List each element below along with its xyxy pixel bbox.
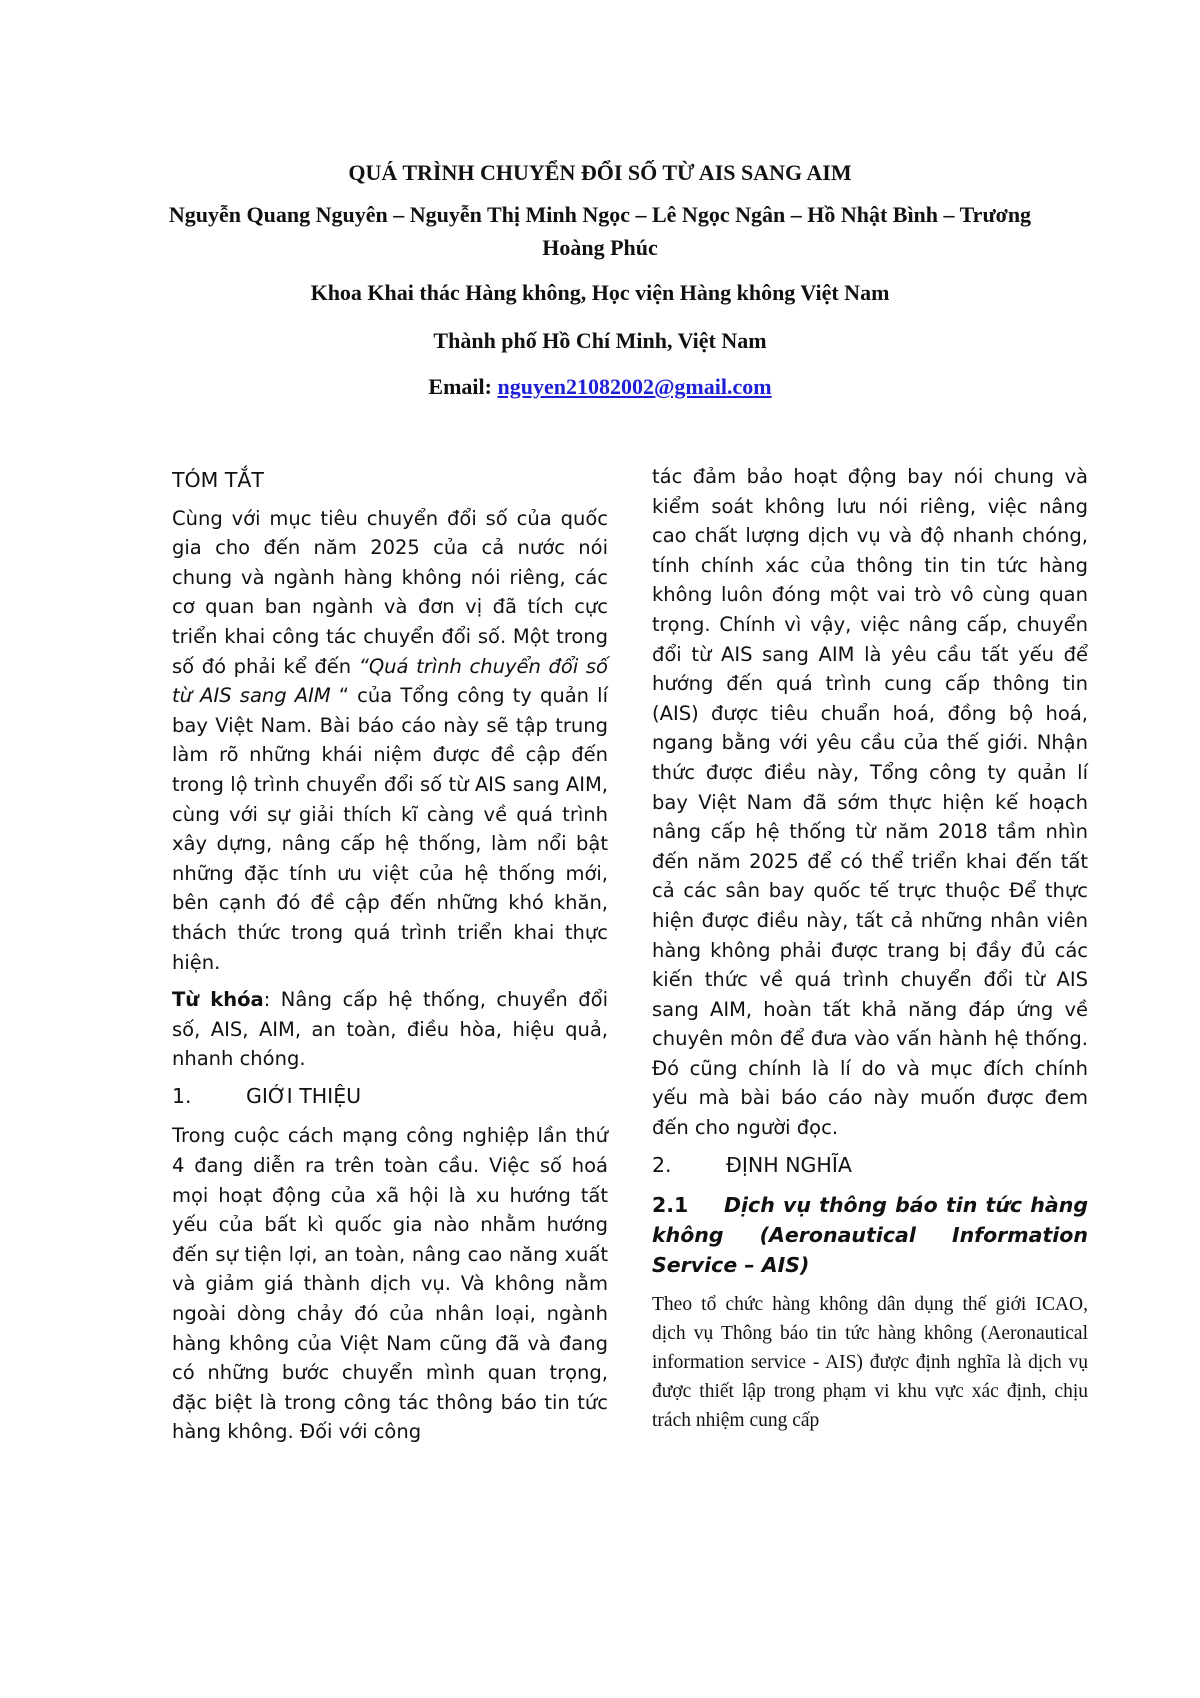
keywords-paragraph (172, 985, 608, 1074)
affiliation-city: Thành phố Hồ Chí Minh, Việt Nam (433, 328, 767, 353)
email-separator: : (484, 374, 498, 399)
section-1-heading (172, 1082, 608, 1112)
subsection-2-1-number: 2.1 (652, 1193, 689, 1218)
right-column (652, 462, 1088, 1443)
section-1-number: 1. (172, 1083, 192, 1108)
abstract-quoted-title: “Quá trình chuyển đổi số từ AIS sang AIM (172, 654, 608, 708)
email-label: Email (428, 374, 485, 399)
paper-header (0, 140, 1200, 402)
email-line (0, 372, 1200, 402)
paper-title: QUÁ TRÌNH CHUYỂN ĐỔI SỐ TỪ AIS SANG AIM (348, 160, 852, 185)
section-2-number: 2. (652, 1152, 672, 1177)
subsection-2-1-title: Dịch vụ thông báo tin tức hàng không (Aeronautical Information Service – AIS) (652, 1193, 1088, 1278)
keywords-label: Từ khóa (172, 988, 264, 1012)
author-list: Nguyễn Quang Nguyên – Nguyễn Thị Minh Ngọc – Lê Ngọc Ngân – Hồ Nhật Bình – Trương Hoàng Phúc (168, 202, 1032, 260)
section-2-title: ĐỊNH NGHĨA (726, 1152, 852, 1177)
section-1-paragraph: Trong cuộc cách mạng công nghiệp lần thứ 4 đang diễn ra trên toàn cầu. Việc số hoá mọi hoạt động của xã hội là xu hướng tất yếu của bất kì quốc gia nào nhằm hướng đến sự tiện lợi, an toàn, nâng cao năng xuất và giảm giá thành dịch vụ. Và không nằm ngoài dòng chảy đó của nhân loại, ngành hàng không của Việt Nam cũng đã và đang có những bước chuyển mình quan trọng, đặc biệt là trong công tác thông báo tin tức hàng không. Đối với công (172, 1124, 608, 1444)
section-2-paragraph: Theo tổ chức hàng không dân dụng thế giới ICAO, dịch vụ Thông báo tin tức hàng không (Aeronautical information service - AIS) được định nghĩa là dịch vụ được thiết lập trong phạm vi khu vực xác định, chịu trách nhiệm cung cấp (652, 1294, 1088, 1432)
abstract-heading: TÓM TẮT (172, 468, 264, 492)
email-link[interactable]: nguyen21082002@gmail.com (497, 374, 772, 399)
keywords-text: : Nâng cấp hệ thống, chuyển đổi số, AIS, AIM, an toàn, điều hòa, hiệu quả, nhanh chóng. (172, 988, 608, 1071)
abstract-text-end: “ của Tổng công ty quản lí bay Việt Nam. Bài báo cáo này sẽ tập trung làm rõ những khái niệm được đề cập đến trong lộ trình chuyển đổi số từ AIS sang AIM, cùng với sự giải thích kĩ càng về quá trình xây dựng, nâng cấp hệ thống, làm nổi bật những đặc tính ưu việt của hệ thống mới, bên cạnh đó đề cập đến những khó khăn, thách thức trong quá trình triển khai thực hiện. (172, 684, 608, 974)
affiliation: Khoa Khai thác Hàng không, Học viện Hàng không Việt Nam (310, 280, 890, 305)
abstract-paragraph (172, 504, 608, 978)
subsection-2-1-heading (652, 1190, 1088, 1280)
section-1-paragraph-continued: tác đảm bảo hoạt động bay nói chung và kiểm soát không lưu nói riêng, việc nâng cao chất lượng dịch vụ và độ nhanh chóng, tính chính xác của thông tin tin tức hàng không luôn đóng một vai trò vô cùng quan trọng. Chính vì vậy, việc nâng cấp, chuyển đổi từ AIS sang AIM là yêu cầu tất yếu để hướng đến quá trình cung cấp thông tin (AIS) được tiêu chuẩn hoá, đồng bộ hoá, ngang bằng với yêu cầu của thế giới. Nhận thức được điều này, Tổng công ty quản lí bay Việt Nam đã sớm thực hiện kế hoạch nâng cấp hệ thống từ năm 2018 tầm nhìn đến năm 2025 để có thể triển khai đến tất cả các sân bay quốc tế trực thuộc Để thực hiện được điều này, tất cả những nhân viên hàng không phải được trang bị đầy đủ các kiến thức về quá trình chuyển đổi từ AIS sang AIM, hoàn tất khả năng đáp ứng về chuyên môn để đưa vào vấn hành hệ thống. Đó cũng chính là lí do và mục đích chính yếu mà bài báo cáo này muốn được đem đến cho người đọc. (652, 465, 1088, 1140)
abstract-text: Cùng với mục tiêu chuyển đổi số của quốc gia cho đến năm 2025 của cả nước nói chung và ngành hàng không nói riêng, các cơ quan ban ngành và đơn vị đã tích cực triển khai công tác chuyển đổi số. Một trong số đó phải kể đến (172, 506, 608, 678)
left-column (172, 462, 608, 1455)
section-2-heading (652, 1151, 1088, 1181)
section-1-title: GIỚI THIỆU (246, 1083, 362, 1108)
